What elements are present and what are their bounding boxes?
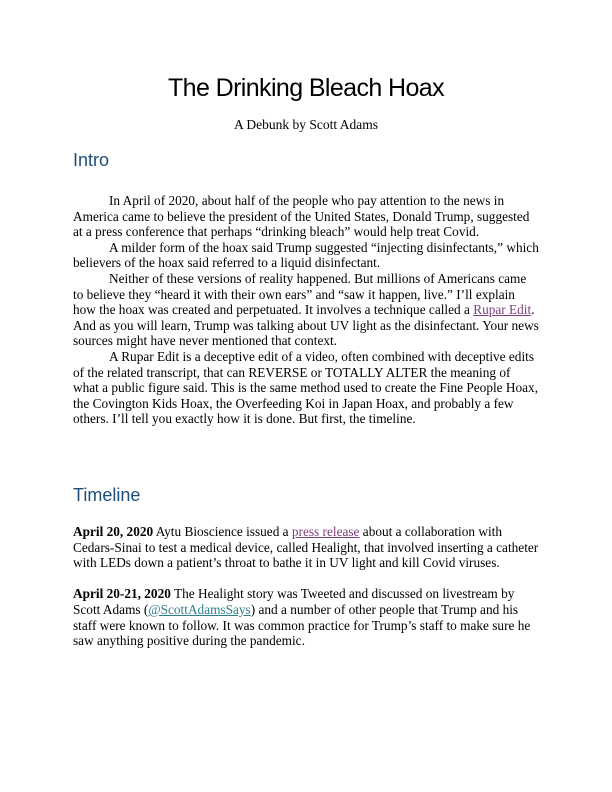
paragraph-text: Aytu Bioscience issued a: [153, 524, 292, 539]
rupar-edit-link[interactable]: Rupar Edit: [473, 302, 532, 318]
document-subtitle: A Debunk by Scott Adams: [234, 117, 378, 132]
timeline-entry: [73, 586, 539, 648]
paragraph-text: The Healight story was Tweeted and discussed on livestream by Scott Adams (: [73, 586, 515, 617]
timeline-section: [73, 524, 539, 649]
press-release-link[interactable]: press release: [291, 524, 360, 539]
timeline-heading: Timeline: [73, 485, 141, 505]
paragraph-text: about a collaboration with Cedars-Sinai to test a medical device, called Healight, that involved inserting a catheter with LEDs down a patient’s throat to bathe it in UV light and kill Covid viruses.: [73, 524, 539, 571]
paragraph-text: ) and a number of other people that Trump and his staff were known to follow. It was common practice for Trump’s staff to make sure he saw anything positive during the pandemic.: [73, 601, 531, 649]
paragraph-text: . And as you will learn, Trump was talking about UV light as the disinfectant. Your news sources might have never mentioned that context.: [73, 302, 539, 349]
intro-section: [73, 193, 539, 427]
intro-paragraph: A milder form of the hoax said Trump suggested “injecting disinfectants,” which believers of the hoax said referred to a liquid disinfectant.: [73, 239, 539, 271]
timeline-date: April 20-21, 2020: [73, 586, 171, 602]
intro-paragraph: In April of 2020, about half of the people who pay attention to the news in America came to believe the president of the United States, Donald Trump, suggested at a press conference that perhaps “drinking bleach” would help treat Covid.: [73, 193, 530, 240]
intro-heading: Intro: [73, 150, 110, 170]
timeline-entry: [73, 524, 539, 571]
scottadamssays-link[interactable]: @ScottAdamsSays: [148, 601, 251, 617]
intro-paragraph: A Rupar Edit is a deceptive edit of a video, often combined with deceptive edits of the related transcript, that can REVERSE or TOTALLY ALTER the meaning of what a public figure said. This is the same method used to create the Fine People Hoax, the Covington Kids Hoax, the Overfeeding Koi in Japan Hoax, and probably a few others. I’ll tell you exactly how it is done. But first, the timeline.: [73, 348, 539, 427]
timeline-date: April 20, 2020: [73, 524, 154, 539]
intro-paragraph: [73, 271, 539, 349]
paragraph-text: Neither of these versions of reality happened. But millions of Americans came to believe they “heard it with their own ears” and “saw it happen, live.” I’ll explain how the hoax was created and perpetuated. It involves a technique called a: [73, 270, 527, 318]
document-title: The Drinking Bleach Hoax: [167, 74, 445, 102]
